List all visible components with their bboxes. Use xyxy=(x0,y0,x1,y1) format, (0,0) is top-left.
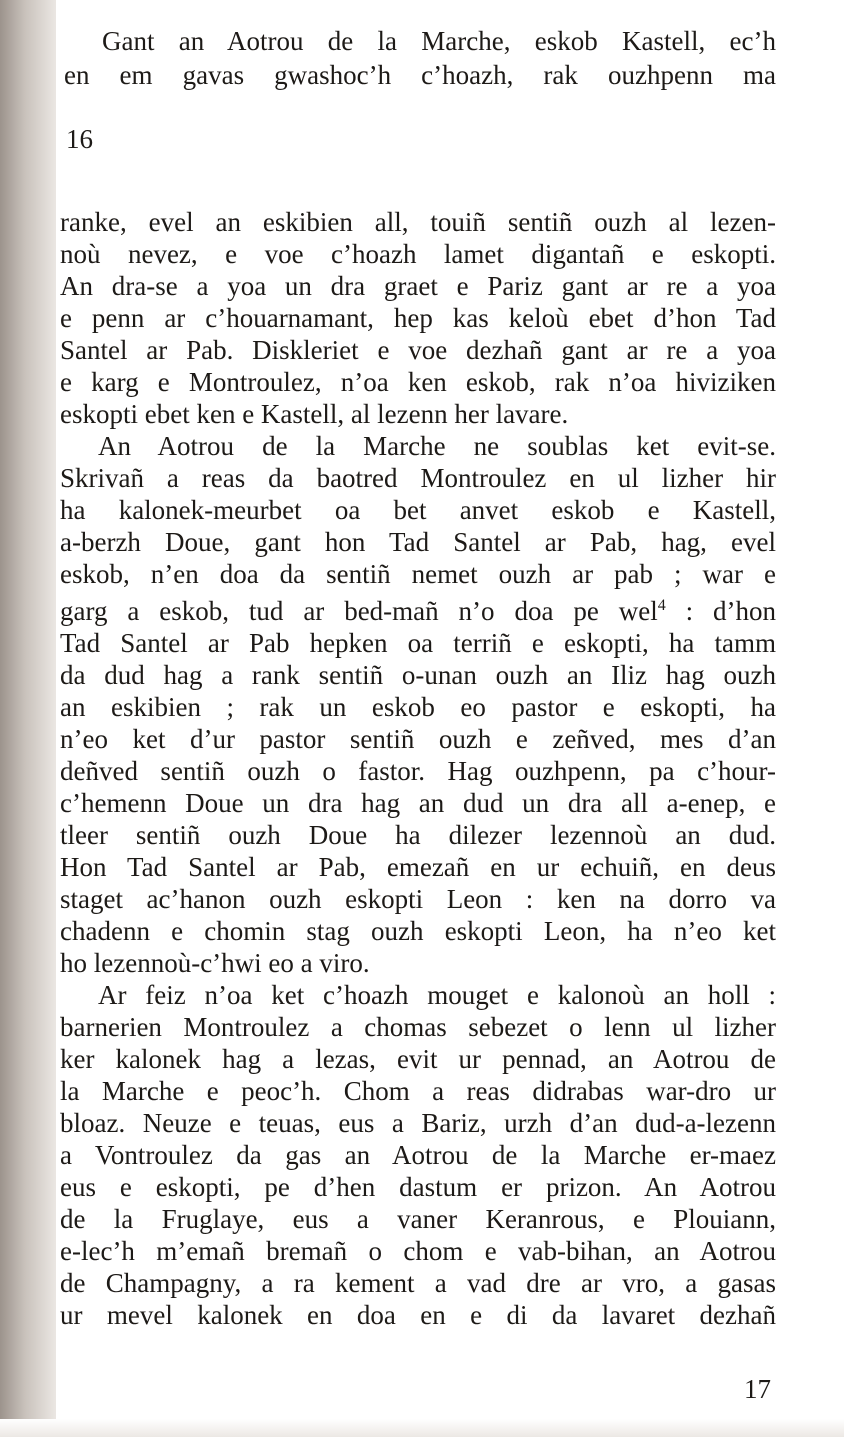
text-line: de la Fruglaye, eus a vaner Keranrous, e Plouiann, xyxy=(60,1204,776,1234)
text-line: la Marche e peoc’h. Chom a reas didrabas war-dro ur xyxy=(60,1076,776,1106)
footnote-mark: 4 xyxy=(657,597,666,614)
previous-page-fragment xyxy=(64,24,776,92)
text-line: eskopti ebet ken e Kastell, al lezenn her lavare. xyxy=(60,399,569,429)
text-line: An Aotrou de la Marche ne soublas ket evit-se. xyxy=(98,431,776,461)
text-line: en em gavas gwashoc’h c’hoazh, rak ouzhpenn ma xyxy=(64,60,776,90)
text-line: a Vontroulez da gas an Aotrou de la Marche er-maez xyxy=(60,1140,776,1170)
text-line: Ar feiz n’oa ket c’hoazh mouget e kalonoù an holl : xyxy=(98,980,776,1010)
text-line: bloaz. Neuze e teuas, eus a Bariz, urzh d’an dud-a-lezenn xyxy=(60,1108,776,1138)
page-edge-bottom xyxy=(0,1419,844,1437)
text-line: noù nevez, e voe c’hoazh lamet digantañ e eskopti. xyxy=(60,239,776,269)
text-line: ho lezennoù-c’hwi eo a viro. xyxy=(60,948,370,978)
text-line: tleer sentiñ ouzh Doue ha dilezer lezennoù an dud. xyxy=(60,820,776,850)
text-line: eus e eskopti, pe d’hen dastum er prizon. An Aotrou xyxy=(60,1172,776,1202)
text-line: e karg e Montroulez, n’oa ken eskob, rak n’oa hiviziken xyxy=(60,367,776,397)
text-line: Skrivañ a reas da baotred Montroulez en ul lizher hir xyxy=(60,463,776,493)
text-line: Santel ar Pab. Diskleriet e voe dezhañ gant ar re a yoa xyxy=(60,335,776,365)
main-text xyxy=(60,206,776,1331)
paragraph-2 xyxy=(60,430,776,979)
page-number: 17 xyxy=(744,1374,771,1404)
text-line: eskob, n’en doa da sentiñ nemet ouzh ar pab ; war e xyxy=(60,559,776,589)
text-line: barnerien Montroulez a chomas sebezet o lenn ul lizher xyxy=(60,1012,776,1042)
text-line: n’eo ket d’ur pastor sentiñ ouzh e zeñved, mes d’an xyxy=(60,724,776,754)
text-line: ker kalonek hag a lezas, evit ur pennad, an Aotrou de xyxy=(60,1044,776,1074)
text-line: e penn ar c’houarnamant, hep kas keloù ebet d’hon Tad xyxy=(60,303,776,333)
text-line: staget ac’hanon ouzh eskopti Leon : ken na dorro va xyxy=(60,884,776,914)
text-line: ranke, evel an eskibien all, touiñ sentiñ ouzh al lezen- xyxy=(60,207,776,237)
text-line: Gant an Aotrou de la Marche, eskob Kastell, ec’h xyxy=(102,26,776,56)
text-line: an eskibien ; rak un eskob eo pastor e eskopti, ha xyxy=(60,692,776,722)
text-line: a-berzh Doue, gant hon Tad Santel ar Pab, hag, evel xyxy=(60,527,776,557)
page-edge-shadow xyxy=(0,0,56,1437)
text-fragment: garg a eskob, tud ar bed-mañ n’o doa pe wel xyxy=(60,596,658,626)
paragraph-1 xyxy=(60,206,776,430)
text-line: deñved sentiñ ouzh o fastor. Hag ouzhpenn, pa c’hour- xyxy=(60,756,776,786)
text-line: c’hemenn Doue un dra hag an dud un dra all a-enep, e xyxy=(60,788,776,818)
text-fragment: : d’hon xyxy=(685,596,777,626)
previous-page-number: 16 xyxy=(66,124,93,154)
paragraph-3 xyxy=(60,979,776,1331)
text-line: ha kalonek-meurbet oa bet anvet eskob e Kastell, xyxy=(60,495,776,525)
text-line: e-lec’h m’emañ bremañ o chom e vab-bihan, an Aotrou xyxy=(60,1236,776,1266)
text-line: Hon Tad Santel ar Pab, emezañ en ur echuiñ, en deus xyxy=(60,852,776,882)
text-line: chadenn e chomin stag ouzh eskopti Leon, ha n’eo ket xyxy=(60,916,776,946)
text-line: An dra-se a yoa un dra graet e Pariz gant ar re a yoa xyxy=(60,271,776,301)
text-line-with-footnote xyxy=(60,590,776,627)
text-line: Tad Santel ar Pab hepken oa terriñ e eskopti, ha tamm xyxy=(60,628,776,658)
text-line: de Champagny, a ra kement a vad dre ar vro, a gasas xyxy=(60,1268,776,1298)
text-line: da dud hag a rank sentiñ o-unan ouzh an Iliz hag ouzh xyxy=(60,660,776,690)
text-line: ur mevel kalonek en doa en e di da lavaret dezhañ xyxy=(60,1300,776,1330)
